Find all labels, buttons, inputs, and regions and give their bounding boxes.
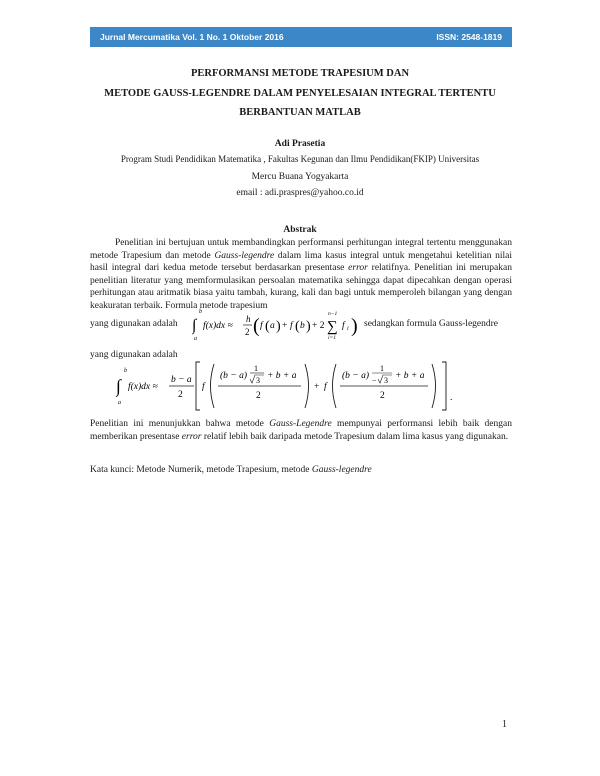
svg-text:(: (: [253, 315, 260, 337]
keywords: Kata kunci: Metode Numerik, metode Trapesium, metode Gauss-legendre: [90, 465, 372, 475]
svg-text:b − a: b − a: [171, 375, 192, 385]
svg-text:1: 1: [380, 364, 384, 373]
svg-text:2: 2: [178, 390, 183, 400]
abstract-heading: Abstrak: [283, 225, 317, 235]
trapezoid-formula-pre: yang digunakan adalah: [90, 319, 178, 329]
svg-text:f: f: [342, 321, 345, 331]
author-affiliation: Program Studi Pendidikan Matematika , Fakultas Kegunan dan Ilmu Pendidikan(FKIP) Universitas: [120, 154, 480, 164]
svg-text:b: b: [199, 309, 202, 315]
svg-text:f(x)dx ≈: f(x)dx ≈: [128, 382, 158, 392]
paper-title-line-2: METODE GAUSS-LEGENDRE DALAM PENYELESAIAN INTEGRAL TERTENTU: [104, 88, 496, 99]
svg-text:n−1: n−1: [328, 311, 338, 317]
svg-text:i: i: [347, 326, 349, 332]
svg-text:f: f: [324, 382, 327, 392]
svg-text:f: f: [290, 321, 293, 331]
paper-title-line-1: PERFORMANSI METODE TRAPESIUM DAN: [190, 68, 410, 79]
abstract-paragraph-2: Penelitian ini menunjukkan bahwa metode Gauss-Legendre mempunyai performansi lebih baik dengan memberikan presentase error relatif lebih baik daripada metode Trapesium dalam lima kasus yang digunakan.: [90, 419, 512, 442]
svg-text:−: −: [372, 376, 377, 385]
svg-text:3: 3: [384, 376, 388, 385]
svg-text:+ b + a: + b + a: [267, 371, 297, 381]
svg-text:+: +: [314, 382, 320, 392]
abstract-paragraph-1: Penelitian ini bertujuan untuk membandingkan performansi perhitungan integral tertentu menggunakan metode Trapesium dan metode Gauss-legendre dalam lima kasus integral untuk mengetahui ketelitian nilai hasil integral dari kedua metode tersebut berdasarkan presentase error relatifnya. Penelitian ini merupakan penelitian literatur yang memformulasikan persoalan matematika sehingga dapat dipecahkan dengan operasi perhitungan atau aritmatik biasa yaitu tambah, kurang, kali dan bagi untuk memperoleh bilangan yang dengan keakuratan terbaik. Formula metode trapesium: [90, 238, 512, 311]
paper-title-line-3: BERBANTUAN MATLAB: [239, 107, 361, 118]
svg-text:f(x)dx ≈: f(x)dx ≈: [203, 321, 233, 331]
gauss-formula-intro: yang digunakan adalah: [90, 350, 178, 360]
svg-text:3: 3: [256, 376, 260, 385]
issn-label: ISSN: 2548-1819: [436, 32, 502, 42]
svg-text:(b − a): (b − a): [220, 371, 247, 381]
svg-text:2: 2: [256, 391, 261, 401]
svg-text:a: a: [270, 321, 275, 331]
svg-text:∑: ∑: [327, 319, 338, 335]
svg-text:.: .: [450, 393, 453, 403]
trapezoid-formula: [192, 306, 362, 342]
author-university: Mercu Buana Yogyakarta: [251, 172, 349, 182]
svg-text:f: f: [260, 321, 263, 331]
journal-header-banner: [90, 27, 512, 47]
svg-text:): ): [351, 315, 358, 337]
svg-text:(b − a): (b − a): [342, 371, 369, 381]
svg-text:∫: ∫: [116, 376, 121, 396]
svg-text:a: a: [118, 400, 121, 406]
svg-text:i=1: i=1: [328, 335, 336, 341]
svg-text:): ): [276, 319, 281, 334]
svg-text:+ 2: + 2: [312, 321, 325, 331]
author-name: Adi Prasetia: [274, 139, 326, 149]
svg-text:(: (: [265, 319, 270, 334]
svg-text:1: 1: [254, 364, 258, 373]
svg-text:b: b: [300, 321, 305, 331]
svg-text:(: (: [295, 319, 300, 334]
svg-text:2: 2: [245, 327, 250, 337]
gauss-legendre-formula: [116, 360, 466, 412]
svg-text:a: a: [194, 336, 197, 342]
svg-text:+: +: [282, 321, 288, 331]
journal-name: Jurnal Mercumatika Vol. 1 No. 1 Oktober 2016: [100, 32, 284, 42]
svg-text:f: f: [202, 382, 205, 392]
page-number: 1: [502, 719, 507, 730]
svg-text:+ b + a: + b + a: [395, 371, 425, 381]
svg-text:b: b: [124, 368, 127, 374]
svg-text:h: h: [246, 314, 251, 324]
author-email: email : adi.praspres@yahoo.co.id: [236, 188, 364, 198]
svg-text:∫: ∫: [192, 317, 197, 334]
svg-text:): ): [306, 319, 311, 334]
trapezoid-formula-post: sedangkan formula Gauss-legendre: [364, 319, 499, 329]
svg-text:2: 2: [380, 391, 385, 401]
